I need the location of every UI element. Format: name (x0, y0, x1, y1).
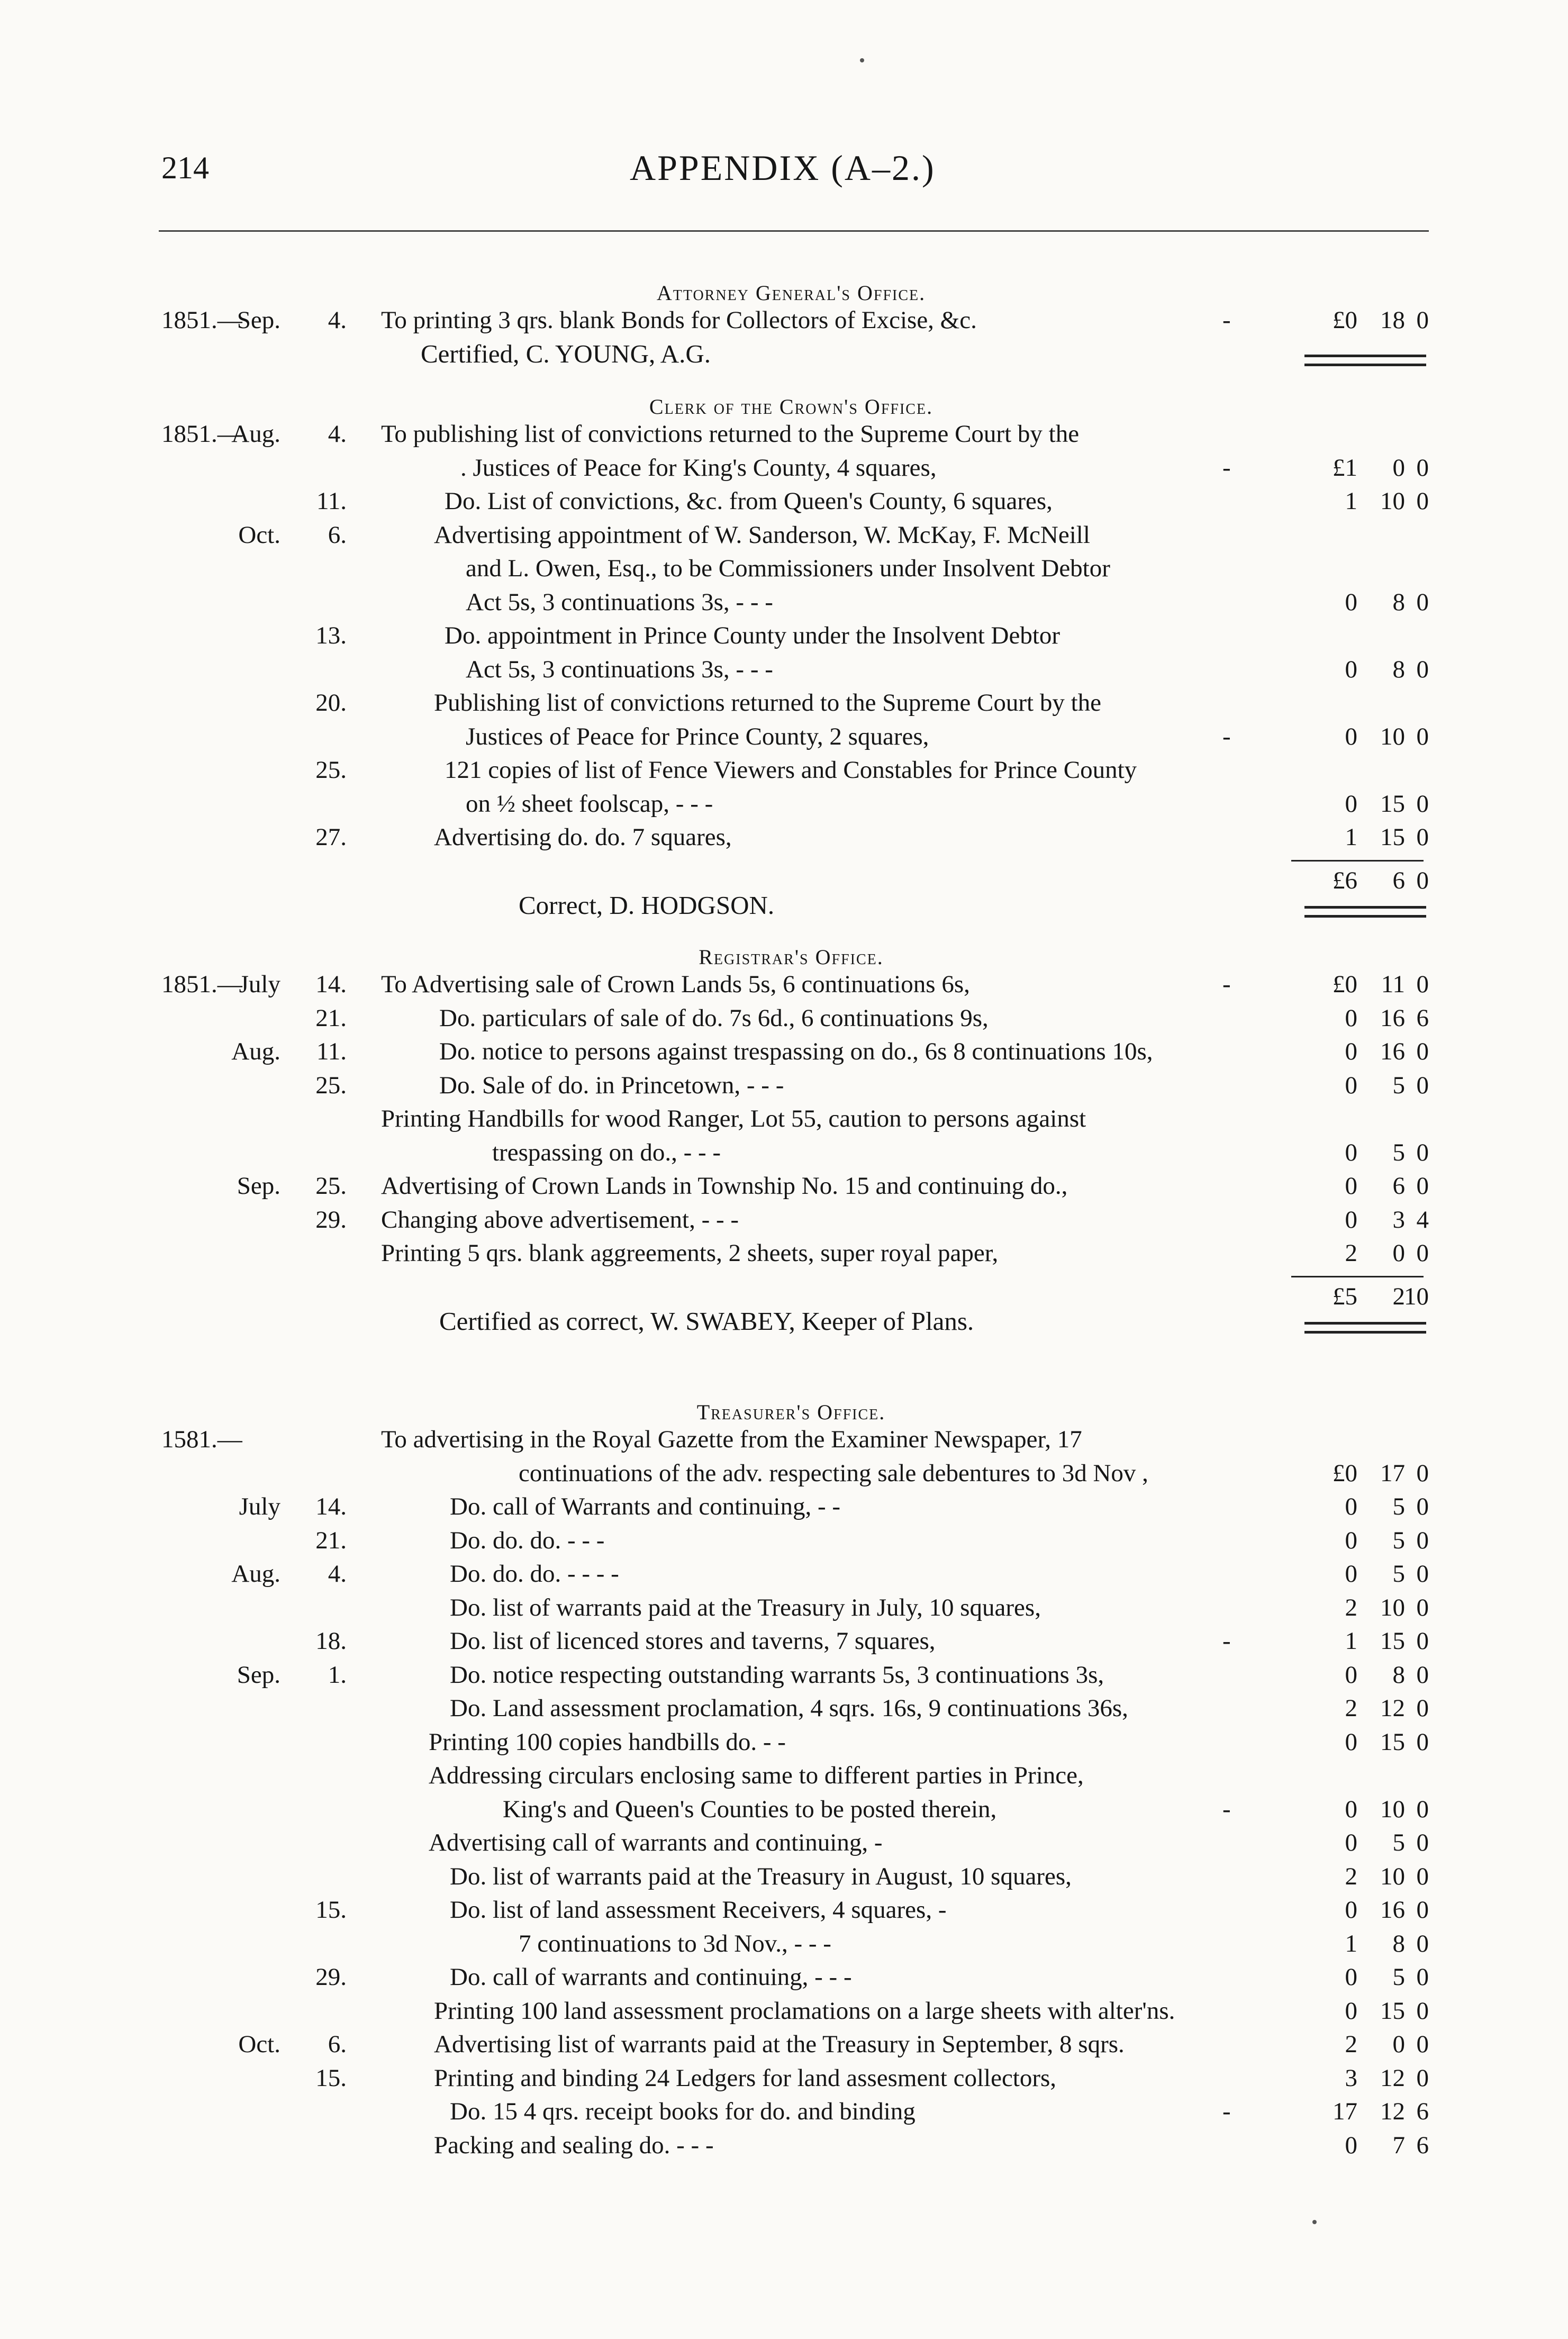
amount-shillings: 0 (1392, 454, 1405, 482)
entry-day: 14. (315, 971, 347, 998)
entry-day: 4. (328, 1560, 347, 1588)
amount-shillings: 5 (1392, 1526, 1405, 1554)
amount-shillings: 12 (1380, 2064, 1405, 2092)
amount-shillings: 0 (1392, 2030, 1405, 2058)
amount-pounds: 0 (1345, 790, 1357, 818)
entry-description: Justices of Peace for Prince County, 2 squares, (466, 722, 929, 750)
entry-description: Printing Handbills for wood Ranger, Lot 55, caution to persons against (381, 1105, 1086, 1132)
amount-pence: 0 (1416, 1560, 1429, 1588)
amount-shillings: 10 (1380, 722, 1405, 750)
leader-dash: - (1222, 971, 1231, 998)
amount-pence: 0 (1416, 1896, 1429, 1924)
entry-day: 1. (328, 1661, 347, 1689)
amount-pence: 6 (1416, 2131, 1429, 2159)
total-pounds: £6 (1333, 866, 1357, 894)
entry-description: Do. call of warrants and continuing, - - - (450, 1963, 852, 1991)
leader-dash: - (1222, 722, 1231, 750)
amount-pounds: 17 (1333, 2098, 1357, 2125)
entry-day: 25. (315, 1071, 347, 1099)
entry-month: July (239, 971, 280, 998)
amount-pounds: 3 (1345, 2064, 1357, 2092)
entry-day: 25. (315, 1172, 347, 1200)
amount-pence: 0 (1416, 1795, 1429, 1823)
entry-day: 11. (316, 487, 347, 515)
amount-pence: 0 (1416, 1038, 1429, 1065)
entry-description: Addressing circulars enclosing same to different parties in Prince, (429, 1762, 1084, 1789)
entry-description: 7 continuations to 3d Nov., - - - (519, 1929, 831, 1957)
amount-pounds: 0 (1345, 722, 1357, 750)
total-rule (1291, 860, 1424, 862)
entry-description: Act 5s, 3 continuations 3s, - - - (466, 588, 773, 616)
entry-month: Aug. (231, 420, 280, 448)
amount-shillings: 16 (1380, 1896, 1405, 1924)
entry-month: Sep. (237, 1172, 280, 1200)
total-pounds: £5 (1333, 1282, 1357, 1310)
stray-mark (860, 58, 864, 62)
leader-dash: - (1222, 2098, 1231, 2125)
amount-shillings: 8 (1392, 1929, 1405, 1957)
entry-day: 20. (315, 689, 347, 717)
amount-pence: 0 (1416, 1829, 1429, 1856)
amount-pounds: 0 (1345, 1728, 1357, 1756)
amount-pence: 0 (1416, 1239, 1429, 1267)
amount-pounds: 0 (1345, 1205, 1357, 1234)
entry-day: 25. (315, 756, 347, 784)
entry-description: Advertising call of warrants and continuing, - (429, 1829, 883, 1856)
entry-description: Packing and sealing do. - - - (434, 2131, 714, 2159)
amount-pounds: 0 (1345, 1038, 1357, 1065)
total-double-rule (1304, 906, 1426, 918)
amount-shillings: 8 (1392, 1661, 1405, 1689)
amount-shillings: 7 (1392, 2131, 1405, 2159)
entry-description: Advertising list of warrants paid at the Treasury in September, 8 sqrs. (434, 2030, 1125, 2058)
amount-shillings: 5 (1392, 1560, 1405, 1588)
amount-pounds: 2 (1345, 1694, 1357, 1722)
leader-dash: - (1222, 306, 1231, 334)
entry-description: Do. list of warrants paid at the Treasury in August, 10 squares, (450, 1862, 1072, 1890)
entry-description: Printing 5 qrs. blank aggreements, 2 sheets, super royal paper, (381, 1239, 999, 1267)
entry-month: July (239, 1493, 280, 1520)
amount-shillings: 5 (1392, 1963, 1405, 1991)
amount-pounds: 0 (1345, 1004, 1357, 1032)
amount-pounds: 0 (1345, 1560, 1357, 1588)
amount-shillings: 6 (1392, 1172, 1405, 1200)
entry-description: Do. do. do. - - - - (450, 1560, 619, 1588)
entry-description: Advertising do. do. 7 squares, (434, 823, 732, 851)
amount-shillings: 17 (1380, 1459, 1405, 1487)
entry-year: 1851.— (161, 420, 242, 448)
amount-pence: 0 (1416, 1459, 1429, 1487)
amount-pounds: 1 (1345, 823, 1357, 851)
page-title: APPENDIX (A–2.) (630, 148, 936, 188)
entry-day: 21. (315, 1004, 347, 1032)
amount-pence: 0 (1416, 1526, 1429, 1554)
amount-shillings: 12 (1380, 2098, 1405, 2125)
entry-description: and L. Owen, Esq., to be Commissioners under Insolvent Debtor (466, 555, 1110, 582)
amount-pence: 6 (1416, 1004, 1429, 1032)
total-double-rule (1304, 355, 1426, 366)
amount-pence: 0 (1416, 1862, 1429, 1890)
amount-pounds: £1 (1333, 454, 1357, 482)
header-rule (159, 230, 1429, 232)
certification: Certified as correct, W. SWABEY, Keeper of Plans. (439, 1307, 974, 1336)
total-shillings: 2 (1392, 1282, 1405, 1310)
entry-description: Publishing list of convictions returned to the Supreme Court by the (434, 689, 1102, 717)
entry-year: 1581.— (161, 1426, 242, 1453)
entry-day: 11. (316, 1038, 347, 1065)
amount-pounds: 0 (1345, 1997, 1357, 2025)
amount-pence: 0 (1416, 1728, 1429, 1756)
amount-shillings: 18 (1380, 306, 1405, 334)
amount-pounds: 0 (1345, 1071, 1357, 1099)
amount-pence: 0 (1416, 823, 1429, 851)
entry-day: 18. (315, 1627, 347, 1655)
amount-shillings: 11 (1381, 971, 1405, 998)
entry-description: King's and Queen's Counties to be posted therein, (503, 1795, 997, 1823)
amount-shillings: 0 (1392, 1239, 1405, 1267)
section-heading: Clerk of the Crown's Office. (649, 395, 933, 419)
amount-pounds: 0 (1345, 2131, 1357, 2159)
entry-day: 6. (328, 521, 347, 549)
entry-description: 121 copies of list of Fence Viewers and Constables for Prince County (445, 756, 1137, 784)
amount-pence: 0 (1416, 588, 1429, 616)
amount-pounds: 0 (1345, 588, 1357, 616)
amount-pence: 0 (1416, 2064, 1429, 2092)
amount-shillings: 5 (1392, 1829, 1405, 1856)
amount-pounds: 0 (1345, 1661, 1357, 1689)
amount-pence: 4 (1416, 1205, 1429, 1234)
entry-description: continuations of the adv. respecting sale debentures to 3d Nov , (519, 1459, 1148, 1487)
amount-pounds: 0 (1345, 1963, 1357, 1991)
amount-pounds: 0 (1345, 1795, 1357, 1823)
entry-description: Do. appointment in Prince County under the Insolvent Debtor (445, 622, 1061, 649)
entry-description: Do. do. do. - - - (450, 1526, 605, 1554)
amount-pence: 0 (1416, 454, 1429, 482)
amount-pounds: 0 (1345, 655, 1357, 683)
amount-pence: 0 (1416, 487, 1429, 515)
entry-description: Do. list of warrants paid at the Treasury in July, 10 squares, (450, 1593, 1041, 1621)
entry-description: To Advertising sale of Crown Lands 5s, 6 continuations 6s, (381, 971, 970, 998)
amount-shillings: 12 (1380, 1694, 1405, 1722)
amount-pounds: 1 (1345, 1627, 1357, 1655)
entry-description: Do. particulars of sale of do. 7s 6d., 6 continuations 9s, (439, 1004, 989, 1032)
amount-shillings: 10 (1380, 1862, 1405, 1890)
entry-day: 29. (315, 1205, 347, 1234)
entry-month: Aug. (231, 1038, 280, 1065)
entry-description: on ½ sheet foolscap, - - - (466, 790, 713, 818)
entry-description: Advertising of Crown Lands in Township No. 15 and continuing do., (381, 1172, 1068, 1200)
entry-description: Advertising appointment of W. Sanderson, W. McKay, F. McNeill (434, 521, 1090, 549)
entry-month: Aug. (231, 1560, 280, 1588)
amount-pence: 0 (1416, 1997, 1429, 2025)
entry-description: Do. List of convictions, &c. from Queen's County, 6 squares, (445, 487, 1053, 515)
entry-day: 4. (328, 420, 347, 448)
amount-pence: 0 (1416, 1694, 1429, 1722)
section-heading: Treasurer's Office. (696, 1400, 886, 1424)
entry-description: Do. notice respecting outstanding warrants 5s, 3 continuations 3s, (450, 1661, 1104, 1689)
entry-description: Do. list of land assessment Receivers, 4 squares, - (450, 1896, 947, 1924)
total-double-rule (1304, 1322, 1426, 1334)
entry-year: 1851.— (161, 971, 242, 998)
amount-shillings: 15 (1380, 1728, 1405, 1756)
total-rule (1291, 1276, 1424, 1277)
amount-pence: 0 (1416, 790, 1429, 818)
entry-month: Sep. (237, 1661, 280, 1689)
entry-description: trespassing on do., - - - (492, 1138, 721, 1166)
entry-description: Changing above advertisement, - - - (381, 1205, 739, 1234)
amount-pence: 0 (1416, 1929, 1429, 1957)
amount-pence: 0 (1416, 1172, 1429, 1200)
amount-shillings: 15 (1380, 1627, 1405, 1655)
amount-shillings: 5 (1392, 1493, 1405, 1520)
entry-description: Do. Land assessment proclamation, 4 sqrs. 16s, 9 continuations 36s, (450, 1694, 1128, 1722)
entry-day: 15. (315, 1896, 347, 1924)
amount-pounds: £0 (1333, 306, 1357, 334)
entry-day: 27. (315, 823, 347, 851)
entry-month: Oct. (238, 521, 280, 549)
amount-pence: 0 (1416, 1138, 1429, 1166)
amount-pounds: 0 (1345, 1896, 1357, 1924)
amount-pence: 0 (1416, 1071, 1429, 1099)
entry-month: Oct. (238, 2030, 280, 2058)
leader-dash: - (1222, 454, 1231, 482)
entry-day: 4. (328, 306, 347, 334)
entry-description: Do. Sale of do. in Princetown, - - - (439, 1071, 784, 1099)
amount-pounds: 0 (1345, 1138, 1357, 1166)
amount-shillings: 10 (1380, 1593, 1405, 1621)
entry-description: Do. list of licenced stores and taverns, 7 squares, (450, 1627, 936, 1655)
entry-description: Do. call of Warrants and continuing, - - (450, 1493, 841, 1520)
entry-description: Printing and binding 24 Ledgers for land assesment collectors, (434, 2064, 1057, 2092)
amount-shillings: 15 (1380, 1997, 1405, 2025)
amount-shillings: 8 (1392, 588, 1405, 616)
amount-shillings: 15 (1380, 790, 1405, 818)
entry-description: Printing 100 copies handbills do. - - (429, 1728, 786, 1756)
page-number: 214 (161, 150, 209, 185)
amount-pence: 0 (1416, 2030, 1429, 2058)
entry-day: 14. (315, 1493, 347, 1520)
entry-description: Do. notice to persons against trespassing on do., 6s 8 continuations 10s, (439, 1038, 1153, 1065)
amount-shillings: 3 (1392, 1205, 1405, 1234)
entry-year: 1851.— (161, 306, 242, 334)
entry-day: 21. (315, 1526, 347, 1554)
amount-pence: 0 (1416, 306, 1429, 334)
entry-day: 29. (315, 1963, 347, 1991)
entry-description: To publishing list of convictions returned to the Supreme Court by the (381, 420, 1080, 448)
amount-shillings: 16 (1380, 1004, 1405, 1032)
amount-pounds: 2 (1345, 1239, 1357, 1267)
amount-pence: 0 (1416, 1661, 1429, 1689)
entry-description: Act 5s, 3 continuations 3s, - - - (466, 655, 773, 683)
amount-pence: 0 (1416, 1963, 1429, 1991)
total-pence: 10 (1404, 1282, 1429, 1310)
stray-mark (1312, 2220, 1317, 2224)
amount-shillings: 5 (1392, 1138, 1405, 1166)
certification: Certified, C. YOUNG, A.G. (421, 339, 711, 368)
entry-description: Do. 15 4 qrs. receipt books for do. and binding (450, 2098, 916, 2125)
amount-pounds: 0 (1345, 1493, 1357, 1520)
amount-pounds: 0 (1345, 1172, 1357, 1200)
amount-shillings: 10 (1380, 1795, 1405, 1823)
amount-pence: 0 (1416, 655, 1429, 683)
amount-pounds: 2 (1345, 1593, 1357, 1621)
entry-day: 6. (328, 2030, 347, 2058)
amount-pounds: £0 (1333, 1459, 1357, 1487)
amount-shillings: 15 (1380, 823, 1405, 851)
entry-description: . Justices of Peace for King's County, 4 squares, (460, 454, 937, 482)
amount-pounds: 1 (1345, 1929, 1357, 1957)
section-heading: Attorney General's Office. (656, 281, 926, 305)
total-shillings: 6 (1392, 866, 1405, 894)
amount-pounds: 2 (1345, 2030, 1357, 2058)
amount-shillings: 16 (1380, 1038, 1405, 1065)
leader-dash: - (1222, 1795, 1231, 1823)
amount-shillings: 5 (1392, 1071, 1405, 1099)
amount-pence: 0 (1416, 1593, 1429, 1621)
amount-pence: 0 (1416, 722, 1429, 750)
total-pence: 0 (1416, 866, 1429, 894)
entry-description: To printing 3 qrs. blank Bonds for Collectors of Excise, &c. (381, 306, 977, 334)
amount-pounds: 0 (1345, 1526, 1357, 1554)
amount-shillings: 10 (1380, 487, 1405, 515)
entry-month: Sep. (237, 306, 280, 334)
amount-pence: 0 (1416, 971, 1429, 998)
entry-description: To advertising in the Royal Gazette from the Examiner Newspaper, 17 (381, 1426, 1082, 1453)
amount-pounds: 1 (1345, 487, 1357, 515)
entry-day: 13. (315, 622, 347, 649)
amount-pounds: £0 (1333, 971, 1357, 998)
entry-description: Printing 100 land assessment proclamations on a large sheets with alter'ns. (434, 1997, 1175, 2025)
section-heading: Registrar's Office. (699, 945, 884, 969)
amount-pounds: 2 (1345, 1862, 1357, 1890)
certification: Correct, D. HODGSON. (519, 891, 775, 920)
leader-dash: - (1222, 1627, 1231, 1655)
amount-pence: 0 (1416, 1627, 1429, 1655)
entry-day: 15. (315, 2064, 347, 2092)
amount-pounds: 0 (1345, 1829, 1357, 1856)
amount-pence: 6 (1416, 2098, 1429, 2125)
amount-shillings: 8 (1392, 655, 1405, 683)
amount-pence: 0 (1416, 1493, 1429, 1520)
